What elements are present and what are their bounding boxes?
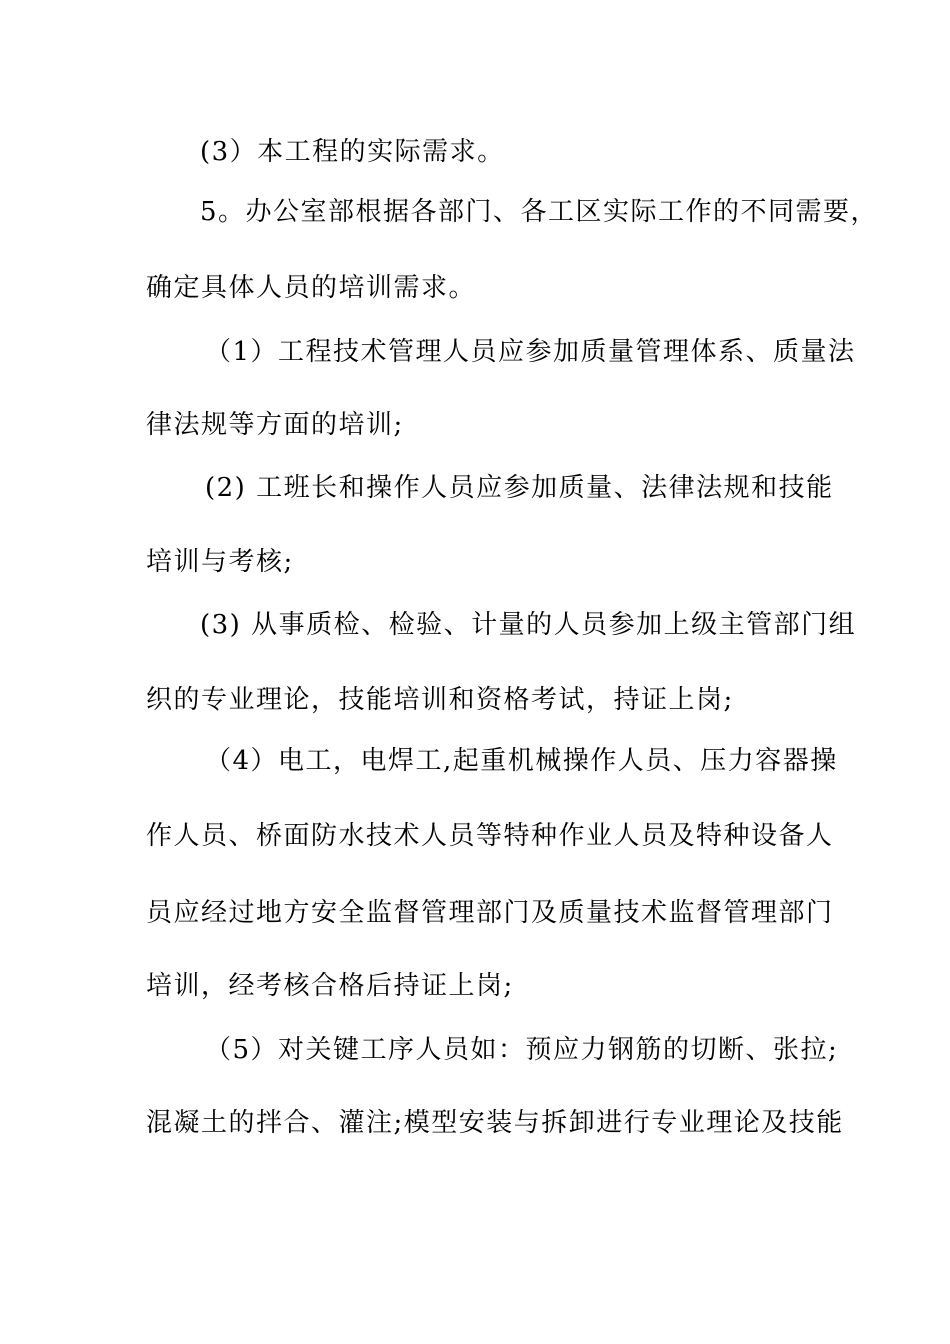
text-line: 培训与考核; [146,547,294,577]
text-line: 确定具体人员的培训需求。 [146,273,477,303]
text-line: （1）工程技术管理人员应参加质量管理体系、质量法 [205,337,856,367]
text-line: 5。办公室部根据各部门、各工区实际工作的不同需要， [200,197,879,227]
text-line: 员应经过地方安全监督管理部门及质量技术监督管理部门 [146,898,834,928]
text-line: 培训，经考核合格后持证上岗; [146,971,514,1001]
text-line: 织的专业理论，技能培训和资格考试，持证上岗; [146,685,734,715]
text-line: 作人员、桥面防水技术人员等特种作业人员及特种设备人 [146,821,834,851]
text-line: （4）电工，电焊工,起重机械操作人员、压力容器操 [205,746,838,776]
text-line: 混凝土的拌合、灌注;模型安装与拆卸进行专业理论及技能 [146,1108,844,1138]
text-line: （5）对关键工序人员如：预应力钢筋的切断、张拉; [205,1035,839,1065]
text-line: 律法规等方面的培训; [146,410,404,440]
text-line: (3) 从事质检、检验、计量的人员参加上级主管部门组 [200,610,857,640]
text-line: (2) 工班长和操作人员应参加质量、法律法规和技能 [205,473,834,503]
text-line: (3）本工程的实际需求。 [200,137,505,167]
